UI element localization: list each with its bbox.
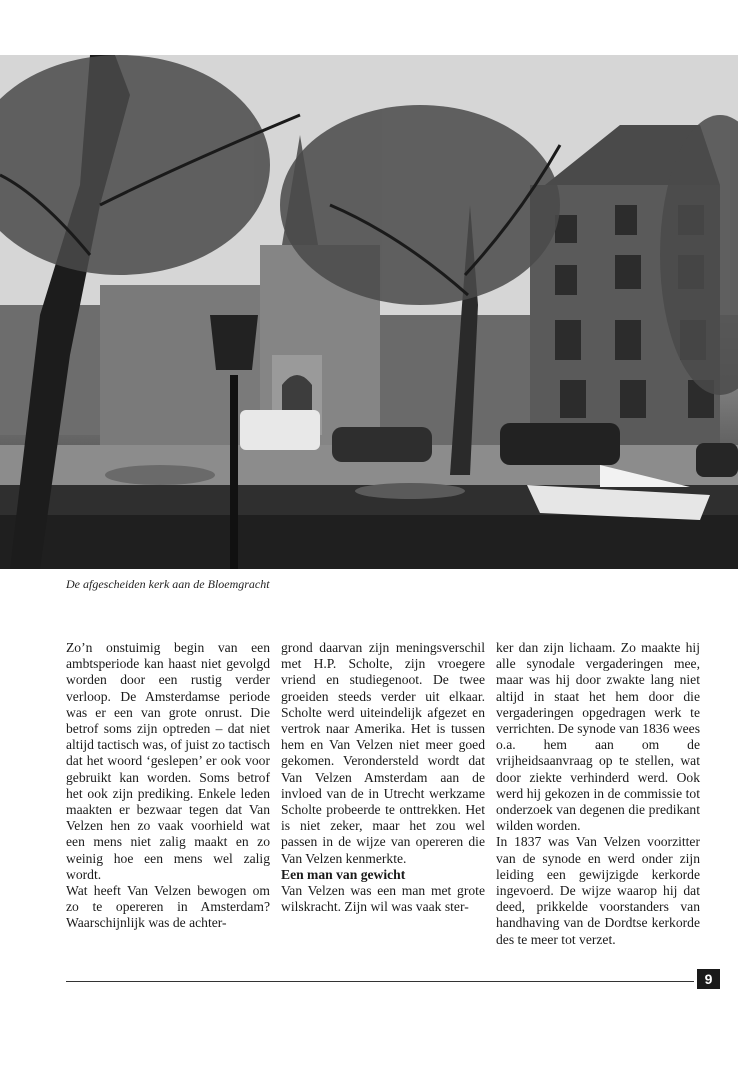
paragraph: ker dan zijn lichaam. Zo maakte hij alle synodale vergaderingen mee, maar was hij door zwakte lang niet altijd in staat het hem door die vergaderingen opgedragen werk te verrichten. De synode van 1836 wees o.a. hem aan om de vrijheidsaanvraag op te stellen, wat door ziekte verhinderd werd. Ook werd hij gekozen in de commissie tot onderzoek van degenen die predikant wilden worden. <box>496 640 700 834</box>
section-heading: Een man van gewicht <box>281 866 406 882</box>
photo-caption: De afgescheiden kerk aan de Bloemgracht <box>66 577 270 591</box>
column-2 <box>281 640 485 915</box>
column-1 <box>66 640 270 932</box>
paragraph: Wat heeft Van Velzen bewogen om zo te opereren in Amsterdam? Waarschijnlijk was de achter- <box>66 883 270 931</box>
paragraph: Van Velzen was een man met grote wilskracht. Zijn wil was vaak ster- <box>281 883 485 915</box>
page-number: 9 <box>697 969 720 989</box>
paragraph: In 1837 was Van Velzen voorzitter van de synode en werd onder zijn leiding een gewijzigde kerkorde ingevoerd. De wijze waarop hij dat deed, prikkelde voorstanders van handhaving van de Dordtse kerkorde des te meer tot verzet. <box>496 834 700 947</box>
paragraph: Zo’n onstuimig begin van een ambtsperiode kan haast niet gevolgd worden door een rustig verder verloop. De Amsterdamse periode was er een van grote onrust. Die betrof soms zijn optreden – dat niet altijd tactisch was, of juist zo tactisch dat het woord ‘geslepen’ er ook voor gebruikt kan worden. Soms betrof het ook zijn prediking. Enkele leden maakten er bezwaar tegen dat Van Velzen hen zo vaak voorhield wat een mens niet zalig maakt en zo weinig hoe een mens wel zalig wordt. <box>66 640 270 882</box>
footer-rule <box>66 981 694 982</box>
church-photo <box>0 55 738 569</box>
paragraph: grond daarvan zijn meningsverschil met H.P. Scholte, zijn vroegere vriend en studiegenoot. De twee groeiden steeds verder uit elkaar. Scholte werd uiteindelijk afgezet en vertrok naar Amerika. Het is tussen hem en Van Velzen niet meer goed gekomen. Verondersteld wordt dat Van Velzen Amsterdam aan de invloed van de in Utrecht werkzame Scholte probeerde te onttrekken. Het is niet zeker, maar het zou wel passen in de wijze van opereren die Van Velzen kenmerkte. <box>281 640 485 866</box>
column-3 <box>496 640 700 948</box>
